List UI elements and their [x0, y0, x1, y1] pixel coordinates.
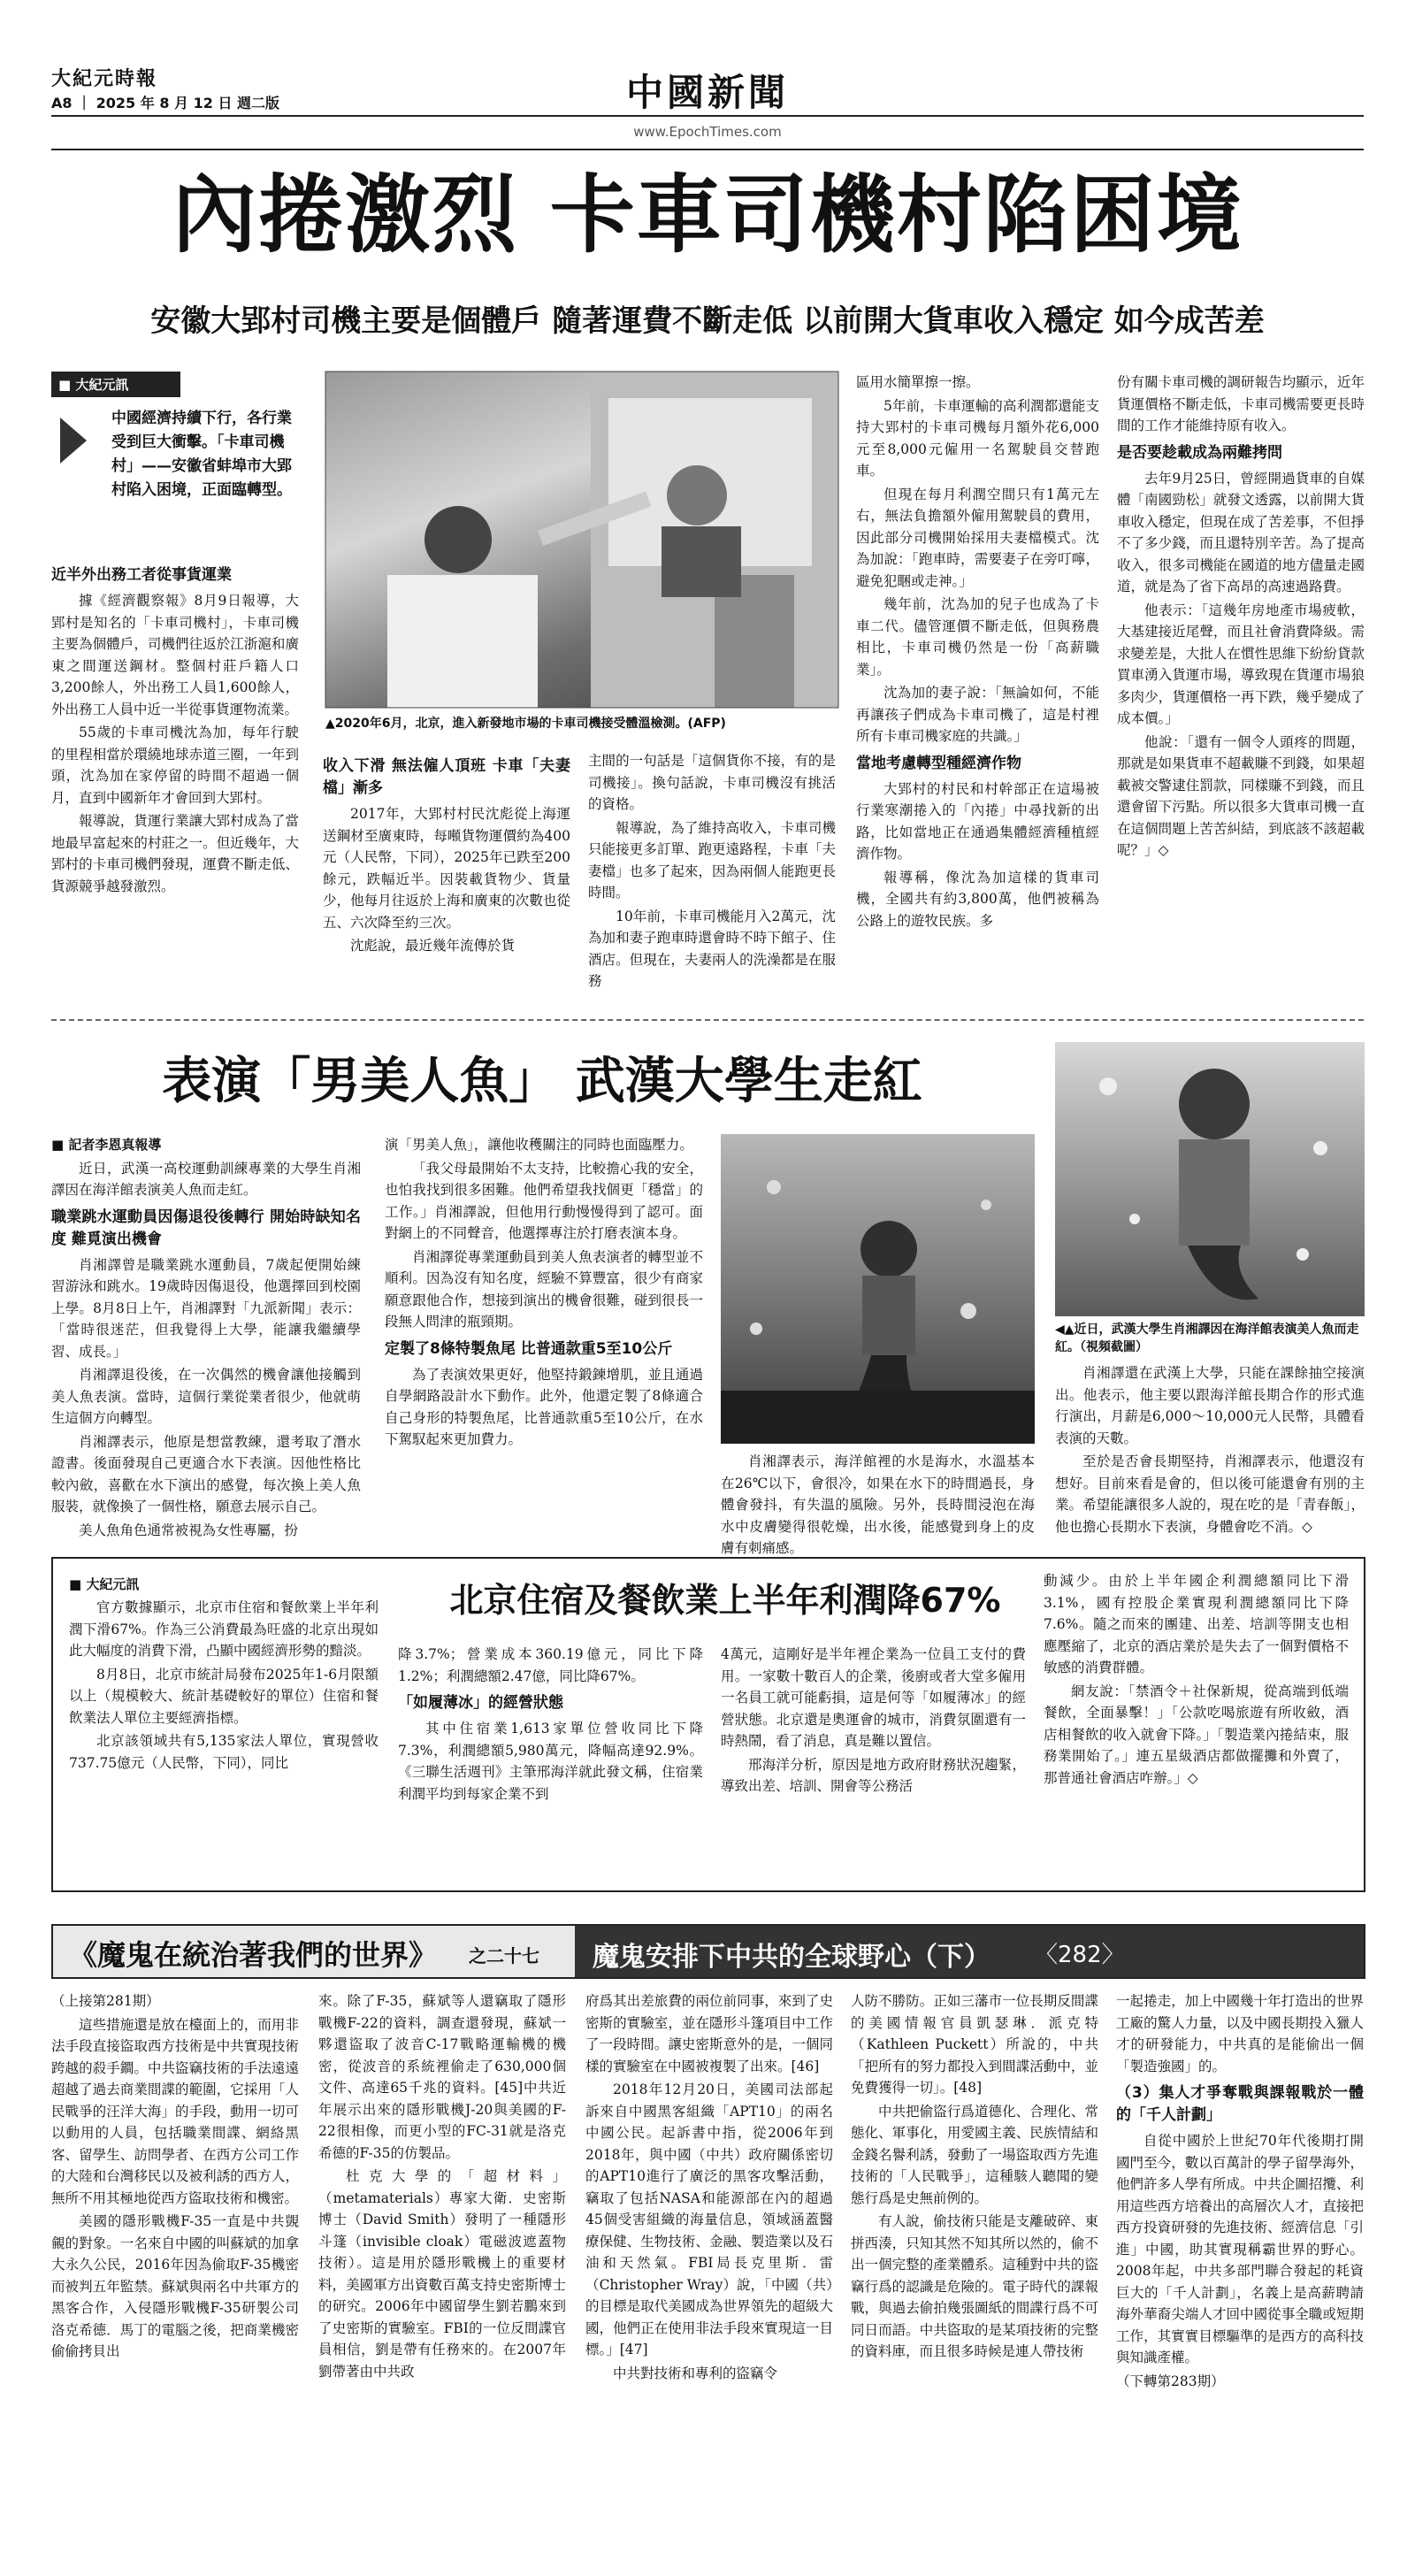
paragraph: 他表示：「這幾年房地產市場疲軟，大基建接近尾聲，而且社會消費降級。需求變差是，大批人在慣性思維下紛紛貸款買車湧入貨運市場，導致現在貨運市場狼多肉少，貨運價格一再下跌，幾乎變成了成本價。」	[1117, 602, 1365, 726]
story1-col2	[323, 750, 570, 1007]
paragraph: 幾年前，沈為加的兒子也成為了卡車二代。儘管運價不斷走低，但與務農相比，卡車司機仍然是一份「高薪職業」。	[856, 596, 1099, 678]
paragraph: 府爲其出差旅費的兩位前同事，來到了史密斯的實驗室，並在隱形斗篷項目中工作了一段時間。讓史密斯意外的是，一個同樣的實驗室在中國被複製了出來。[46]	[585, 1993, 833, 2074]
subheading: 近半外出務工者從事貨運業	[51, 566, 232, 584]
series-title-block	[53, 1926, 575, 1977]
episode-title: 魔鬼安排下中共的全球野心（下）	[593, 1942, 990, 1973]
subheading: 「如履薄冰」的經營狀態	[398, 1694, 563, 1712]
story2-photo-caption: ◀▲近日，武漢大學生肖湘譯因在海洋館表演美人魚而走紅。（視頻截圖）	[1055, 1322, 1359, 1354]
story1-col4	[856, 372, 1099, 1007]
story1-headline: 內捲激烈 卡車司機村陷困境	[172, 165, 1243, 264]
masthead-rule	[51, 115, 1364, 117]
paragraph: 北京該領域共有5,135家法人單位，實現營收737.75億元（人民幣，下同），同比	[69, 1733, 379, 1771]
paragraph: 這些措施還是放在檯面上的，而用非法手段直接盜取西方技術是中共實現技術跨越的殺手鐧。中共盜竊技術的手法遠遠超越了過去商業間諜的範圍，它採用「人民戰爭的汪洋大海」的手段，動用一切可以動用的人員，包括職業間諜、網絡黑客、留學生、訪問學者、在西方公司工作的大陸和台灣移民以及被利誘的西方人，無所不用其極地從西方盜取技術和機密。	[51, 2016, 299, 2206]
story1-lede: 中國經濟持續下行，各行業受到巨大衝擊。「卡車司機村」——安徽省蚌埠市大郢村陷入困境，正面臨轉型。	[111, 410, 292, 499]
paragraph: 人防不勝防。正如三藩市一位長期反間諜的美國情報官員凱瑟琳．派克特（Kathleen Puckett）所說的，中共「把所有的努力都投入到間諜活動中，並免費獲得一切」。[48]	[851, 1993, 1098, 2096]
subheading: 收入下滑 無法僱人頂班 卡車「夫妻檔」漸多	[323, 757, 570, 797]
paragraph: 降3.7%；營業成本360.19億元，同比下降1.2%；利潤總額2.47億，同比降67%。	[398, 1646, 703, 1684]
truck-driver-photo	[325, 372, 838, 708]
paragraph: 4萬元，這剛好是半年裡企業為一位員工支付的費用。一家數十數百人的企業，後廚或者大堂多僱用一名員工就可能虧損，這是何等「如履薄冰」的經營狀態。北京還是奧運會的城市，消費氛圍還有一時熱鬧，看了消息，真是難以置信。	[721, 1646, 1026, 1749]
paragraph: 其中住宿業1,613家單位營收同比下降7.3%，利潤總額5,980萬元，降幅高達92.9%。《三聯生活週刊》主筆邢海洋就此發文稱，住宿業利潤平均到每家企業不到	[398, 1721, 703, 1802]
story3-source: ■ 大紀元訊	[69, 1576, 140, 1592]
paragraph: 報導稱，像沈為加這樣的貨車司機，全國共有約3,800萬，他們被稱為公路上的遊牧民族。多	[856, 869, 1099, 929]
story4-col1	[51, 1990, 299, 2557]
masthead	[0, 0, 1415, 164]
paragraph: 肖湘譯還在武漢上大學，只能在課餘抽空接演出。他表示，他主要以跟海洋館長期合作的形式進行演出，月薪是6,000～10,000元人民幣，具體看表演的天數。	[1055, 1365, 1365, 1446]
subheading: 職業跳水運動員因傷退役後轉行 開始時缺知名度 難覓演出機會	[51, 1208, 361, 1248]
paragraph: 報導說，為了維持高收入，卡車司機只能接更多訂單、跑更遠路程，卡車「夫妻檔」也多了起來，因為兩個人能跑更長時間。	[588, 819, 836, 901]
paragraph: 演「男美人魚」，讓他收穫關注的同時也面臨壓力。	[385, 1137, 693, 1153]
story2-col2	[385, 1134, 703, 1541]
square-icon: ■	[51, 1137, 69, 1153]
story3-col4	[1044, 1570, 1349, 1880]
page-info: A8 ｜ 2025 年 8 月 12 日 週二版	[51, 95, 280, 111]
continuation-note: （下轉第283期）	[1116, 2373, 1225, 2389]
story3-col1	[69, 1597, 379, 1880]
paragraph: 官方數據顯示，北京市住宿和餐飲業上半年利潤下滑67%。作為三公消費最為旺盛的北京出現如此大幅度的消費下滑，凸顯中國經濟形勢的黯淡。	[69, 1599, 379, 1659]
paragraph: 近日，武漢一高校運動訓練專業的大學生肖湘譯因在海洋館表演美人魚而走紅。	[51, 1160, 361, 1198]
paragraph: 肖湘譯表示，海洋館裡的水是海水，水溫基本在26℃以下，會很冷，如果在水下的時間過長，身體會發抖，有失溫的風險。另外，長時間浸泡在海水中皮膚變得很乾燥，出水後，能感覺到身上的皮膚有刺痛感。	[721, 1453, 1035, 1556]
subheading: 當地考慮轉型種經濟作物	[856, 754, 1021, 772]
paragraph: 肖湘譯從專業運動員到美人魚表演者的轉型並不順利。因為沒有知名度，經驗不算豐富，很少有商家願意跟他合作，想接到演出的機會很難，碰到很長一段無人問津的瓶頸期。	[385, 1248, 703, 1330]
story1-photo	[325, 372, 838, 708]
subheading: （3）集人才爭奪戰與課報戰於一體的「千人計劃」	[1116, 2084, 1364, 2124]
paragraph: 自從中國於上世紀70年代後期打開國門至今，數以百萬計的學子留學海外，他們許多人學有所成。中共企圖招攬、利用這些西方培養出的高層次人才，直接把西方投資研發的先進技術、經濟信息「引進」中國，助其實現稱霸世界的野心。2008年起，中共多部門聯合發起的耗資巨大的「千人計劃」，名義上是高薪聘請海外華裔尖端人才回中國從事全職或短期工作，其實實目標驅準的是西方的高科技與知識產權。	[1116, 2133, 1364, 2365]
section-title: 中國新聞	[625, 71, 789, 114]
arrow-icon	[60, 418, 87, 464]
episode-title-block	[575, 1926, 1364, 1977]
paragraph: 動減少。由於上半年國企利潤總額同比下滑3.1%，國有控股企業實現利潤總額同比下降7.6%。隨之而來的團建、出差、培訓等開支也相應壓縮了，北京的酒店業於是失去了一個對價格不敏感的消費群體。	[1044, 1573, 1349, 1675]
paragraph: 至於是否會長期堅持，肖湘譯表示，他還沒有想好。目前來看是會的，但以後可能還會有別的主業。希望能讓很多人說的，現在吃的是「青春飯」，他也擔心長期水下表演，身體會吃不消。◇	[1055, 1453, 1365, 1535]
story2-photo-center	[721, 1134, 1035, 1444]
paragraph: 主間的一句話是「這個貨你不接，有的是司機接」。換句話說，卡車司機沒有挑活的資格。	[588, 753, 836, 812]
mermaid-performer-photo	[1055, 1042, 1365, 1316]
paragraph: 10年前，卡車司機能月入2萬元，沈為加和妻子跑車時還會時不時下館子、住酒店。但現在，夫妻兩人的洗澡都是在服務	[588, 908, 836, 989]
byline: ■ 記者李恩真報導	[51, 1137, 162, 1153]
paragraph: 8月8日，北京市統計局發布2025年1-6月限額以上（規模較大、統計基礎較好的單位）住宿和餐飲業法人單位主要經濟指標。	[69, 1666, 379, 1726]
paragraph: 美人魚角色通常被視為女性專屬，扮	[79, 1522, 299, 1538]
continuation-note: （上接第281期）	[51, 1993, 160, 2009]
story1-subhead: 安徽大郢村司機主要是個體戶 隨著運費不斷走低 以前開大貨車收入穩定 如今成苦差	[150, 303, 1265, 339]
square-icon: ■	[69, 1576, 87, 1592]
story3-col3	[721, 1644, 1026, 1881]
square-icon: ■	[58, 377, 76, 393]
masthead-rule-2	[51, 149, 1364, 150]
paragraph: 肖湘譯退役後，在一次偶然的機會讓他接觸到美人魚表演。當時，這個行業從業者很少，他就萌生這個方向轉型。	[51, 1367, 361, 1426]
story2-col4	[1055, 1362, 1365, 1544]
source-tag: ■ 大紀元訊	[51, 372, 180, 397]
paragraph: 肖湘譯曾是職業跳水運動員，7歲起便開始練習游泳和跳水。19歲時因傷退役，他選擇回到校園上學。8月8日上午，肖湘譯對「九派新聞」表示：「當時很迷茫，但我覺得上大學，能讓我繼續學習、成長。」	[51, 1256, 361, 1360]
subheading: 是否要趁載成為兩難拷問	[1117, 443, 1282, 462]
section-divider	[51, 1019, 1364, 1021]
paragraph: 杜克大學的「超材料」（metamaterials）專家大衛．史密斯博士（David Smith）發明了一種隱形斗篷（invisible cloak）電磁波遮蓋物技術）。這是用於隱形戰機上的重要材料，美國軍方出資數百萬支持史密斯博士的研究。2006年中國留學生劉若鵬來到了史密斯的實驗室。FBI的一位反間諜官員相信，劉是帶有任務來的。在2007年劉帶著由中共政	[318, 2168, 566, 2380]
story4-col2	[318, 1990, 566, 2557]
story2-photo-right	[1055, 1042, 1365, 1316]
paragraph: 份有關卡車司機的調研報告均顯示，近年貨運價格不斷走低，卡車司機需要更長時間的工作才能維持原有收入。	[1117, 374, 1365, 433]
paragraph: 據《經濟觀察報》8月9日報導，大郢村是知名的「卡車司機村」，卡車司機主要為個體戶，司機們往返於江浙滬和廣東之間運送鋼材。整個村莊戶籍人口3,200餘人，外出務工人員1,600餘人，外出務工人員中近一半從事貨運物流業。	[51, 593, 299, 717]
story2-headline: 表演「男美人魚」 武漢大學生走紅	[162, 1053, 922, 1110]
paragraph: 55歲的卡車司機沈為加，每年行駛的里程相當於環繞地球赤道三圈，一年到頭，沈為加在家停留的時間不超過一個月，直到中國新年才會回到大郢村。	[51, 724, 299, 806]
website: www.EpochTimes.com	[633, 124, 782, 140]
episode-number: 〈282〉	[1035, 1942, 1125, 1968]
story2-col1	[51, 1134, 361, 1541]
paragraph: 去年9月25日，曾經開過貨車的自媒體「南國勁松」就發文透露，以前開大貨車收入穩定，但現在成了苦差事，不但掙不了多少錢，而且還特別辛苦。為了提高收入，很多司機能在國道的地方儘量走國道，就是為了省下高昂的高速過路費。	[1117, 470, 1365, 594]
story1-lede-box	[51, 372, 299, 544]
story4-col4	[851, 1990, 1098, 2557]
paragraph: 2017年，大郢村村民沈彪從上海運送鋼材至廣東時，每噸貨物運價約為400元（人民幣，下同），2025年已跌至200餘元，跌幅近半。因裝載貨物少、貨量少，他每月往返於上海和廣東的次數也從五、六次降至約三次。	[323, 806, 570, 931]
paragraph: 他說：「還有一個令人頭疼的問題，那就是如果貨車不超載賺不到錢，如果超載被交警逮住罰款，同樣賺不到錢，而且還會留下污點。所以很多大貨車司機一直在這個問題上苦苦糾結，到底該不該超載呢？」◇	[1117, 733, 1365, 858]
paragraph: 肖湘譯表示，他原是想當教練，還考取了潛水證書。後面發現自己更適合水下表演。因他性格比較內斂，喜歡在水下演出的感覺，每次換上美人魚服裝，就像換了一個性格，願意去展示自己。	[51, 1433, 361, 1514]
story1-col1	[51, 559, 299, 1006]
paragraph: 為了表演效果更好，他堅持鍛鍊增肌，並且通過自學網路設計水下動作。此外，他還定製了8條適合自己身形的特製魚尾，比普通款重5至10公斤，在水下駕馭起來更加費力。	[385, 1366, 703, 1447]
paragraph: 沈彪說，最近幾年流傳於貨	[350, 938, 516, 954]
paragraph: 但現在每月利潤空間只有1萬元左右，無法負擔額外僱用駕駛員的費用，因此部分司機開始採用夫妻檔模式。沈為加說：「跑車時，需要妻子在旁叮嚀，避免犯睏或走神。」	[856, 486, 1099, 589]
story1-col3	[588, 750, 836, 1007]
paragraph: 中共把偷盜行爲道德化、合理化、常態化、軍事化，用愛國主義、民族情結和金錢名譽利誘，發動了一場盜取西方先進技術的「人民戰爭」，這種駭人聽聞的變態行爲是史無前例的。	[851, 2103, 1098, 2206]
story4-col5	[1116, 1990, 1364, 2557]
paragraph: 一起捲走，加上中國幾十年打造出的世界工廠的驚人力量，以及中國長期投入獵人才的研發能力，中共真的是能偷出一個「製造強國」的。	[1116, 1993, 1364, 2074]
aquarium-show-photo	[721, 1134, 1035, 1444]
paragraph: 報導說，貨運行業讓大郢村成為了當地最早富起來的村莊之一。但近幾年，大郢村的卡車司機們發現，運費不斷走低、貨源競爭越發激烈。	[51, 813, 299, 894]
paragraph: 中共對技術和專利的盜竊令	[613, 2365, 778, 2381]
paragraph: 「我父母最開始不太支持，比較擔心我的安全，也怕我找到很多困難。他們希望我找個更「穩當」的工作。」肖湘譯說，但他用行動慢慢得到了認可。面對網上的不同聲音，他選擇專注於打磨表演本身。	[385, 1160, 703, 1241]
paragraph: 網友說：「禁酒令＋社保新規，從高端到低端餐飲，全面暴擊！」「公款吃喝旅遊有所收斂，酒店相餐飲的收入就會下降。」「製造業內捲結束，服務業開始了。」連五星級酒店都做擺攤和外賣了，那普通社會酒店咋辦。」◇	[1044, 1683, 1349, 1786]
story4-banner	[51, 1924, 1365, 1979]
paragraph: 2018年12月20日，美國司法部起訴來自中國黑客組織「APT10」的兩名中國公民。起訴書中指，從2006年到2018年，與中國（中共）政府關係密切的APT10進行了廣泛的黑客攻擊活動，竊取了包括NASA和能源部在內的超過45個受害組織的海量信息，領域涵蓋醫療保健、生物技術、金融、製造業以及石油和天然氣。FBI局長克里斯．雷（Christopher Wray）說，「中國（共）的目標是取代美國成為世界領先的超級大國，他們正在使用非法手段來實現這一目標。」[47]	[585, 2082, 833, 2358]
paragraph: 來。除了F-35，蘇斌等人還竊取了隱形戰機F-22的資料，調查還發現，蘇斌一夥還盜取了波音C-17戰略運輸機的機密，從波音的系統裡偷走了630,000個文件、高達65千兆的資料。[45]中共近年展示出來的隱形戰機J-20與美國的F-22很相像，而更小型的FC-31就是洛克希德的F-35的仿製品。	[318, 1993, 566, 2161]
paragraph: 美國的隱形戰機F-35一直是中共覬覦的對象。一名來自中國的叫蘇斌的加拿大永久公民，2016年因為偷取F-35機密而被判五年監禁。蘇斌與兩名中共軍方的黑客合作，入侵隱形戰機F-35研製公司洛克希德．馬丁的電腦之後，把商業機密偷偷拷貝出	[51, 2213, 299, 2359]
story1-col5	[1117, 372, 1365, 1007]
paper-name: 大紀元時報	[51, 67, 158, 90]
story3-col2	[398, 1644, 703, 1881]
story1-photo-caption: ▲2020年6月，北京，進入新發地市場的卡車司機接受體溫檢測。(AFP)	[325, 717, 726, 731]
series-number: 之二十七	[469, 1945, 539, 1966]
paragraph: 有人說，偷技術只能是支離破碎、東拼西湊，只知其然不知其所以然的，偷不出一個完整的產業體系。這種對中共的盜竊行爲的認識是危險的。電子時代的課報戰，與過去偷拍幾張圖紙的間諜行爲不可同日而語。中共盜取的是某項技術的完整的資料庫，而且很多時候是連人帶技術	[851, 2213, 1098, 2359]
story3-headline: 北京住宿及餐飲業上半年利潤降67%	[449, 1581, 1001, 1620]
subheading: 定製了8條特製魚尾 比普通款重5至10公斤	[385, 1339, 673, 1358]
paragraph: 邢海洋分析，原因是地方政府財務狀況趨緊，導致出差、培訓、開會等公務活	[721, 1756, 1026, 1794]
series-title: 《魔鬼在統治著我們的世界》	[69, 1938, 438, 1972]
paragraph: 沈為加的妻子說：「無論如何，不能再讓孩子們成為卡車司機了，這是村裡所有卡車司機家庭的共識。」	[856, 685, 1099, 744]
paragraph: 區用水簡單擦一擦。	[856, 374, 980, 390]
paragraph: 5年前，卡車運輸的高利潤都還能支持大郢村的卡車司機每月額外花6,000元至8,000元僱用一名駕駛員交替跑車。	[856, 397, 1099, 479]
paragraph: 大郢村的村民和村幹部正在這場被行業寒潮捲入的「內捲」中尋找新的出路，比如當地正在通過集體經濟種植經濟作物。	[856, 780, 1099, 862]
story2-col3	[721, 1451, 1035, 1556]
story4-col3	[585, 1990, 833, 2557]
